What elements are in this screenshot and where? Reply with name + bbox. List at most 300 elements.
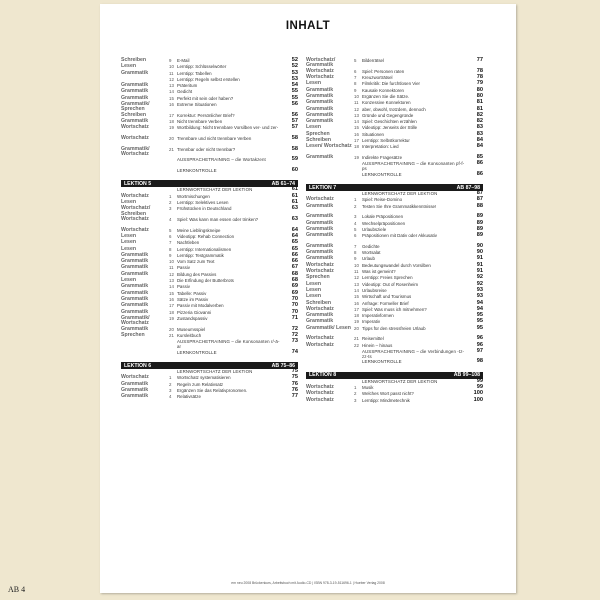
toc-topic: Spiel: Personen raten [362,68,405,74]
toc-number: 16 [169,296,174,302]
toc-page: 58 [291,145,298,152]
toc-topic: Urlaubsreise [362,287,387,293]
toc-page: 63 [291,205,298,212]
toc-page: 59 [291,156,298,163]
toc-number: 10 [169,259,174,265]
toc-number: 10 [354,94,359,99]
toc-topic: AUSSPRACHETRAINING – die Wortakzent [177,157,266,163]
toc-page: 54 [291,82,298,89]
toc-skill: Grammatik [306,249,334,256]
toc-topic: Lokale Präpositionen [362,214,404,220]
toc-page: 81 [476,99,483,106]
toc-skill: Wortschatz [121,226,149,233]
lesson-header-7 [306,184,483,191]
toc-skill: Lesen [121,245,136,252]
toc-skill: Lesen [306,286,321,293]
toc-topic: Wortsalat [362,250,381,256]
toc-skill: Wortschatz/ Grammatik [306,57,336,69]
toc-skill: Grammatik [121,283,149,290]
toc-page: 65 [291,239,298,246]
toc-skill: Lesen [121,277,136,284]
toc-skill: Grammatik [121,258,149,265]
toc-skill: Wortschatz [306,335,334,342]
toc-topic: Lerntipp: Schlüsselwörter [177,64,227,70]
toc-number: 17 [354,138,359,144]
toc-page: 98 [476,358,483,365]
toc-number: 7 [169,240,172,246]
toc-topic: Passiv [177,265,190,271]
toc-skill: Grammatik [306,93,334,99]
toc-number: 16 [169,102,174,108]
toc-page: 97 [476,347,483,354]
toc-skill: Grammatik [121,380,149,387]
toc-skill: Sprechen [306,274,330,281]
toc-topic: Lerntipp: Regeln selbst erstellen [177,76,240,82]
toc-page: 80 [476,93,483,99]
toc-topic: Lerntipp: Mindmetechnik [362,397,410,403]
toc-topic: Die Erfindung der Butterbrots [177,278,234,284]
toc-topic: LERNWORTSCHATZ DER LEKTION [362,378,438,384]
toc-number: 18 [169,309,174,315]
toc-topic: LERNKONTROLLE [177,349,217,355]
toc-topic: Welches Wort passt nicht? [362,391,414,397]
toc-page: 65 [291,245,298,252]
toc-topic: Tabelle: Passiv [177,290,207,296]
toc-page: 52 [291,57,298,63]
toc-skill: Schreiben [306,137,332,144]
toc-topic: Musik [362,385,374,391]
toc-skill: Grammatik [121,308,149,315]
toc-entry [121,168,298,174]
lesson-pages: AB 61–74 [271,180,295,187]
toc-page: 86 [476,160,483,167]
toc-page: 89 [476,219,483,226]
toc-number: 5 [354,226,357,232]
toc-skill: Grammatik [306,213,334,220]
toc-skill: Grammatik [306,255,334,262]
toc-page: 93 [476,293,483,300]
toc-page: 84 [476,143,483,150]
toc-topic: Perfekt mit sein oder haben? [177,95,234,101]
toc-topic: LERNWORTSCHATZ DER LEKTION [177,369,253,375]
toc-topic: Lerntipp: Freies Sprechen [362,275,413,281]
toc-page: 83 [476,124,483,131]
toc-number: 3 [169,388,172,394]
toc-number: 21 [169,332,174,338]
toc-page: 66 [291,251,298,258]
toc-page: 86 [476,170,483,177]
toc-number: 5 [354,58,357,63]
toc-skill: Wortschatz [306,390,334,397]
toc-skill: Schreiben [121,111,147,118]
toc-page: 53 [291,75,298,82]
toc-skill: Wortschatz [121,216,149,223]
toc-topic: Wirtschaft und Tourismus [362,294,412,300]
toc-page: 82 [476,118,483,125]
toc-number: 14 [169,284,174,290]
toc-page: 76 [291,387,298,394]
toc-topic: LERNKONTROLLE [177,168,217,174]
toc-entry [306,398,483,404]
toc-number: 3 [354,397,357,403]
toc-number: 16 [354,131,359,137]
toc-page: 63 [291,216,298,223]
toc-topic: Lerntipp: Selbstkorrektur [362,138,410,144]
toc-topic: Kreuzworträtsel [362,75,393,81]
toc-entry [306,359,483,365]
toc-column-right [306,58,483,404]
toc-page: 81 [476,105,483,112]
toc-topic: Frühstücken in Deutschland [177,206,232,212]
toc-number: 9 [169,252,172,258]
page-number: AB 4 [8,585,26,594]
lesson-pages: AB 87–98 [456,184,480,191]
toc-page: 55 [291,94,298,101]
toc-number: 18 [354,144,359,150]
toc-page: 96 [476,341,483,348]
toc-number: 15 [354,125,359,131]
toc-number: 9 [354,256,357,262]
toc-page: 75 [291,368,298,375]
toc-page: 68 [291,270,298,277]
toc-topic: Was ist gemeint? [362,269,396,275]
page-title: INHALT [285,20,331,32]
toc-number: 19 [169,125,174,131]
toc-skill: Wortschatz [121,135,149,142]
toc-skill: Grammatik/ Sprechen [121,101,150,113]
toc-page: 89 [476,232,483,239]
toc-page: 100 [473,390,483,397]
toc-topic: Extreme Situationen [177,102,217,108]
toc-skill: Lesen [121,198,136,205]
toc-skill: Wortschatz [306,74,334,81]
toc-skill: Sprechen [306,130,330,137]
toc-skill: Grammatik [306,225,334,232]
toc-number: 11 [169,265,174,271]
toc-page: 87 [476,196,483,203]
toc-topic: Lerntipp: Tabellen [177,70,212,76]
toc-skill: Grammatik [121,88,149,95]
toc-number: 3 [169,206,172,212]
toc-page: 78 [476,74,483,81]
toc-number: 12 [169,76,174,82]
toc-page: 71 [291,314,298,321]
toc-page: 77 [476,57,483,63]
toc-page: 95 [476,312,483,319]
toc-skill: Lesen [306,280,321,287]
toc-number: 7 [354,243,357,249]
toc-topic: Trennbare und nicht trennbare Verben [177,136,252,142]
toc-topic: Pizzeria Giovanni [177,309,212,315]
toc-topic: Spiel: Was muss ich mitnehmen? [362,306,427,312]
toc-page: 94 [476,305,483,312]
toc-page: 95 [476,318,483,325]
toc-skill: Grammatik [121,289,149,296]
toc-topic: Wortbildung: Nicht trennbare Vorsilben ver- und zer- [177,125,279,131]
toc-topic: Nicht trennbare Verben [177,119,223,125]
toc-page: 67 [291,264,298,271]
toc-page: 70 [291,308,298,315]
lesson-pages: AB 75–86 [271,362,295,369]
toc-skill: Grammatik/ Wortschatz [121,145,150,158]
toc-skill: Grammatik [121,251,149,258]
toc-page: 91 [476,261,483,268]
toc-topic: Wechselpräpositionen [362,220,406,226]
toc-topic: Interpretation: Lied [362,144,399,150]
toc-number: 3 [354,214,357,220]
toc-topic: Nachtleben [177,240,200,246]
toc-page: 55 [291,88,298,95]
toc-page: 70 [291,302,298,309]
toc-list-lesson-5 [121,187,298,356]
toc-skill: Lesen [306,80,321,87]
toc-page: 91 [476,255,483,262]
toc-skill: Grammatik [121,295,149,302]
toc-number: 15 [169,290,174,296]
toc-page: 68 [291,277,298,284]
toc-page: 61 [291,186,298,193]
toc-topic: Regeln zum Relativsatz [177,381,224,387]
toc-skill: Wortschatz [121,192,149,199]
lesson-header-8 [306,372,483,379]
toc-skill: Grammatik [306,312,334,319]
toc-topic: Gründe und Gegengründe [362,112,414,118]
toc-skill: Schreiben [306,299,332,306]
toc-topic: Imperativ [362,319,381,325]
toc-number: 14 [354,119,359,125]
toc-page: 88 [476,202,483,209]
toc-number: 19 [354,154,359,160]
toc-page: 60 [291,167,298,174]
toc-skill: Lesen [121,63,136,70]
toc-number: 1 [169,193,172,199]
toc-number: 12 [354,106,359,112]
toc-topic: Lerntipp: Internationalismen [177,246,232,252]
toc-page: 100 [473,396,483,403]
toc-topic: Gedicht [177,89,193,95]
toc-number: 14 [354,287,359,293]
toc-page: 78 [476,67,483,74]
toc-topic: Spiel: Reise-Domino [362,197,403,203]
toc-page: 75 [291,374,298,381]
toc-number: 8 [354,250,357,256]
toc-skill: Wortschatz [306,268,334,275]
toc-page: 90 [476,249,483,256]
toc-page: 84 [476,137,483,144]
toc-skill: Grammatik [306,99,334,106]
toc-page: 92 [476,280,483,287]
toc-page: 53 [291,69,298,76]
toc-entry [121,350,298,356]
toc-number: 11 [354,100,359,106]
toc-topic: Tipps für den stressfreien Urlaub [362,325,426,331]
toc-topic: LERNWORTSCHATZ DER LEKTION [362,191,438,197]
toc-number: 17 [354,306,359,312]
toc-number: 1 [354,197,357,203]
toc-list-left-top [121,58,298,174]
toc-list-lesson-8 [306,379,483,404]
toc-page: 64 [291,226,298,233]
lesson-header-6 [121,362,298,369]
toc-page: 79 [476,80,483,87]
toc-number: 15 [354,294,359,300]
toc-list-lesson-6 [121,369,298,400]
toc-topic: LERNKONTROLLE [362,171,402,177]
toc-skill: Wortschatz [121,374,149,381]
lesson-label: LEKTION 7 [309,184,337,191]
toc-topic: Kausale Konnektoren [362,87,404,93]
toc-topic: Kursleitbuch [177,332,202,338]
toc-page: 58 [291,135,298,142]
toc-topic: Hinein – hinaus [362,342,393,348]
toc-topic: Museumsspiel [177,326,206,332]
toc-number: 12 [354,275,359,281]
toc-topic: Wortmischungen [177,193,210,199]
toc-skill: Wortschatz [306,261,334,268]
toc-skill: Grammatik [306,105,334,112]
toc-skill: Grammatik [306,111,334,118]
toc-topic: Wortschatz systematisieren [177,375,231,381]
toc-skill: Grammatik [306,202,334,209]
toc-topic: Präpositionen mit Dativ oder Akkusativ [362,233,437,239]
toc-topic: Präteritum [177,83,198,89]
toc-topic: Imperativformen [362,313,394,319]
toc-topic: Testen Sie Ihre Grammatikkenntnisse! [362,203,437,209]
toc-page: 52 [291,63,298,70]
toc-topic: Urlaubsziele [362,226,387,232]
toc-number: 20 [354,325,359,331]
toc-topic: Vom Satz zum Text [177,259,215,265]
toc-topic: E-Mail [177,58,190,63]
toc-page: 82 [476,111,483,118]
toc-topic: Reisemittel [362,336,384,342]
toc-page: 85 [476,153,483,160]
toc-topic: Lerntipp: Testgrammatik [177,252,224,258]
toc-topic: Passiv mit Modalverben [177,303,224,309]
toc-topic: Spiel: Was kann man essen oder trinken? [177,217,259,223]
toc-entry [121,102,298,113]
toc-skill: Grammatik [121,82,149,89]
toc-skill: Wortschatz [306,196,334,203]
toc-number: 21 [354,336,359,342]
toc-skill: Grammatik/ Lesen [306,324,351,331]
toc-topic: Zustandspassiv [177,315,208,321]
toc-number: 2 [354,391,357,397]
toc-skill: Lesen/ Wortschatz [306,143,352,150]
toc-topic: Videotipp: Jenseits der Stille [362,125,418,131]
toc-topic: Urlaub [362,256,375,262]
toc-skill: Wortschatz [306,341,334,348]
toc-page [100,4,516,593]
toc-skill: Grammatik [306,242,334,249]
toc-number: 22 [354,342,359,348]
toc-skill: Grammatik [121,302,149,309]
toc-topic: Ergänzen Sie das Relativpronomen. [177,388,248,394]
toc-skill: Grammatik [306,118,334,125]
toc-topic: Ergänzen Sie die Sätze. [362,94,410,99]
toc-number: 14 [169,89,174,95]
toc-page: 76 [291,380,298,387]
toc-number: 6 [354,233,357,239]
toc-topic: LERNWORTSCHATZ DER LEKTION [177,187,253,193]
toc-skill: Lesen [306,124,321,131]
toc-skill: Wortschatz [121,124,149,131]
toc-entry [121,157,298,168]
toc-number: 4 [354,220,357,226]
lesson-header-5 [121,180,298,187]
toc-skill: Grammatik [121,94,149,101]
toc-page: 90 [476,242,483,249]
toc-page: 57 [291,124,298,131]
toc-page: 73 [291,338,298,345]
toc-skill: Lesen [121,239,136,246]
toc-skill: Wortschatz [306,305,334,312]
toc-number: 12 [169,271,174,277]
toc-topic: LERNKONTROLLE [362,359,402,365]
toc-column-left [121,58,298,401]
toc-skill: Sprechen [121,331,145,338]
toc-skill: Grammatik [121,264,149,271]
toc-skill: Lesen [121,232,136,239]
toc-number: 21 [169,146,174,152]
toc-page: 92 [476,274,483,281]
lesson-label: LEKTION 8 [309,372,337,379]
toc-number: 1 [169,375,172,381]
toc-page: 61 [291,198,298,205]
toc-number: 13 [354,112,359,118]
toc-number: 10 [354,262,359,268]
toc-page: 61 [291,192,298,199]
toc-topic: Konzessive Konnektoren [362,100,411,106]
toc-topic: Spiel: Geschichten erzählen [362,119,417,125]
toc-skill: Grammatik [121,325,149,332]
toc-page: 99 [476,384,483,391]
toc-topic: Anfrage: Formeller Brief [362,300,409,306]
toc-topic: Situationen [362,131,384,137]
toc-number: 2 [354,203,357,209]
toc-number: 17 [169,112,174,118]
toc-page: 95 [476,324,483,331]
toc-topic: Relativsätze [177,394,201,400]
toc-topic: Bildung des Passivs [177,271,217,277]
toc-skill: Wortschatz/ Schreiben [121,205,151,217]
toc-list-right-top [306,58,483,178]
toc-topic: AUSSPRACHETRAINING – die Konsonanten pf-f-ps [362,161,465,172]
toc-number: 4 [169,394,172,400]
toc-topic: Korrektur: Persönlicher Brief? [177,112,235,118]
toc-page: 94 [476,299,483,306]
toc-page: 96 [476,335,483,342]
toc-skill: Schreiben [121,57,147,63]
toc-number: 9 [354,87,357,93]
toc-topic: Trennbar oder nicht trennbar? [177,146,236,152]
toc-page: 83 [476,130,483,137]
toc-topic: Filmkritik: Die furchtlosen Vier [362,81,420,87]
toc-number: 4 [169,217,172,223]
toc-number: 20 [169,326,174,332]
toc-page: 87 [476,190,483,197]
toc-page: 89 [476,225,483,232]
toc-entry [121,147,298,158]
toc-number: 19 [354,319,359,325]
toc-page: 57 [291,118,298,125]
toc-skill: Grammatik [121,69,149,76]
toc-number: 9 [169,58,172,63]
toc-number: 2 [169,381,172,387]
toc-skill: Lesen [306,293,321,300]
toc-number: 19 [169,315,174,321]
toc-skill: Grammatik [121,393,149,400]
